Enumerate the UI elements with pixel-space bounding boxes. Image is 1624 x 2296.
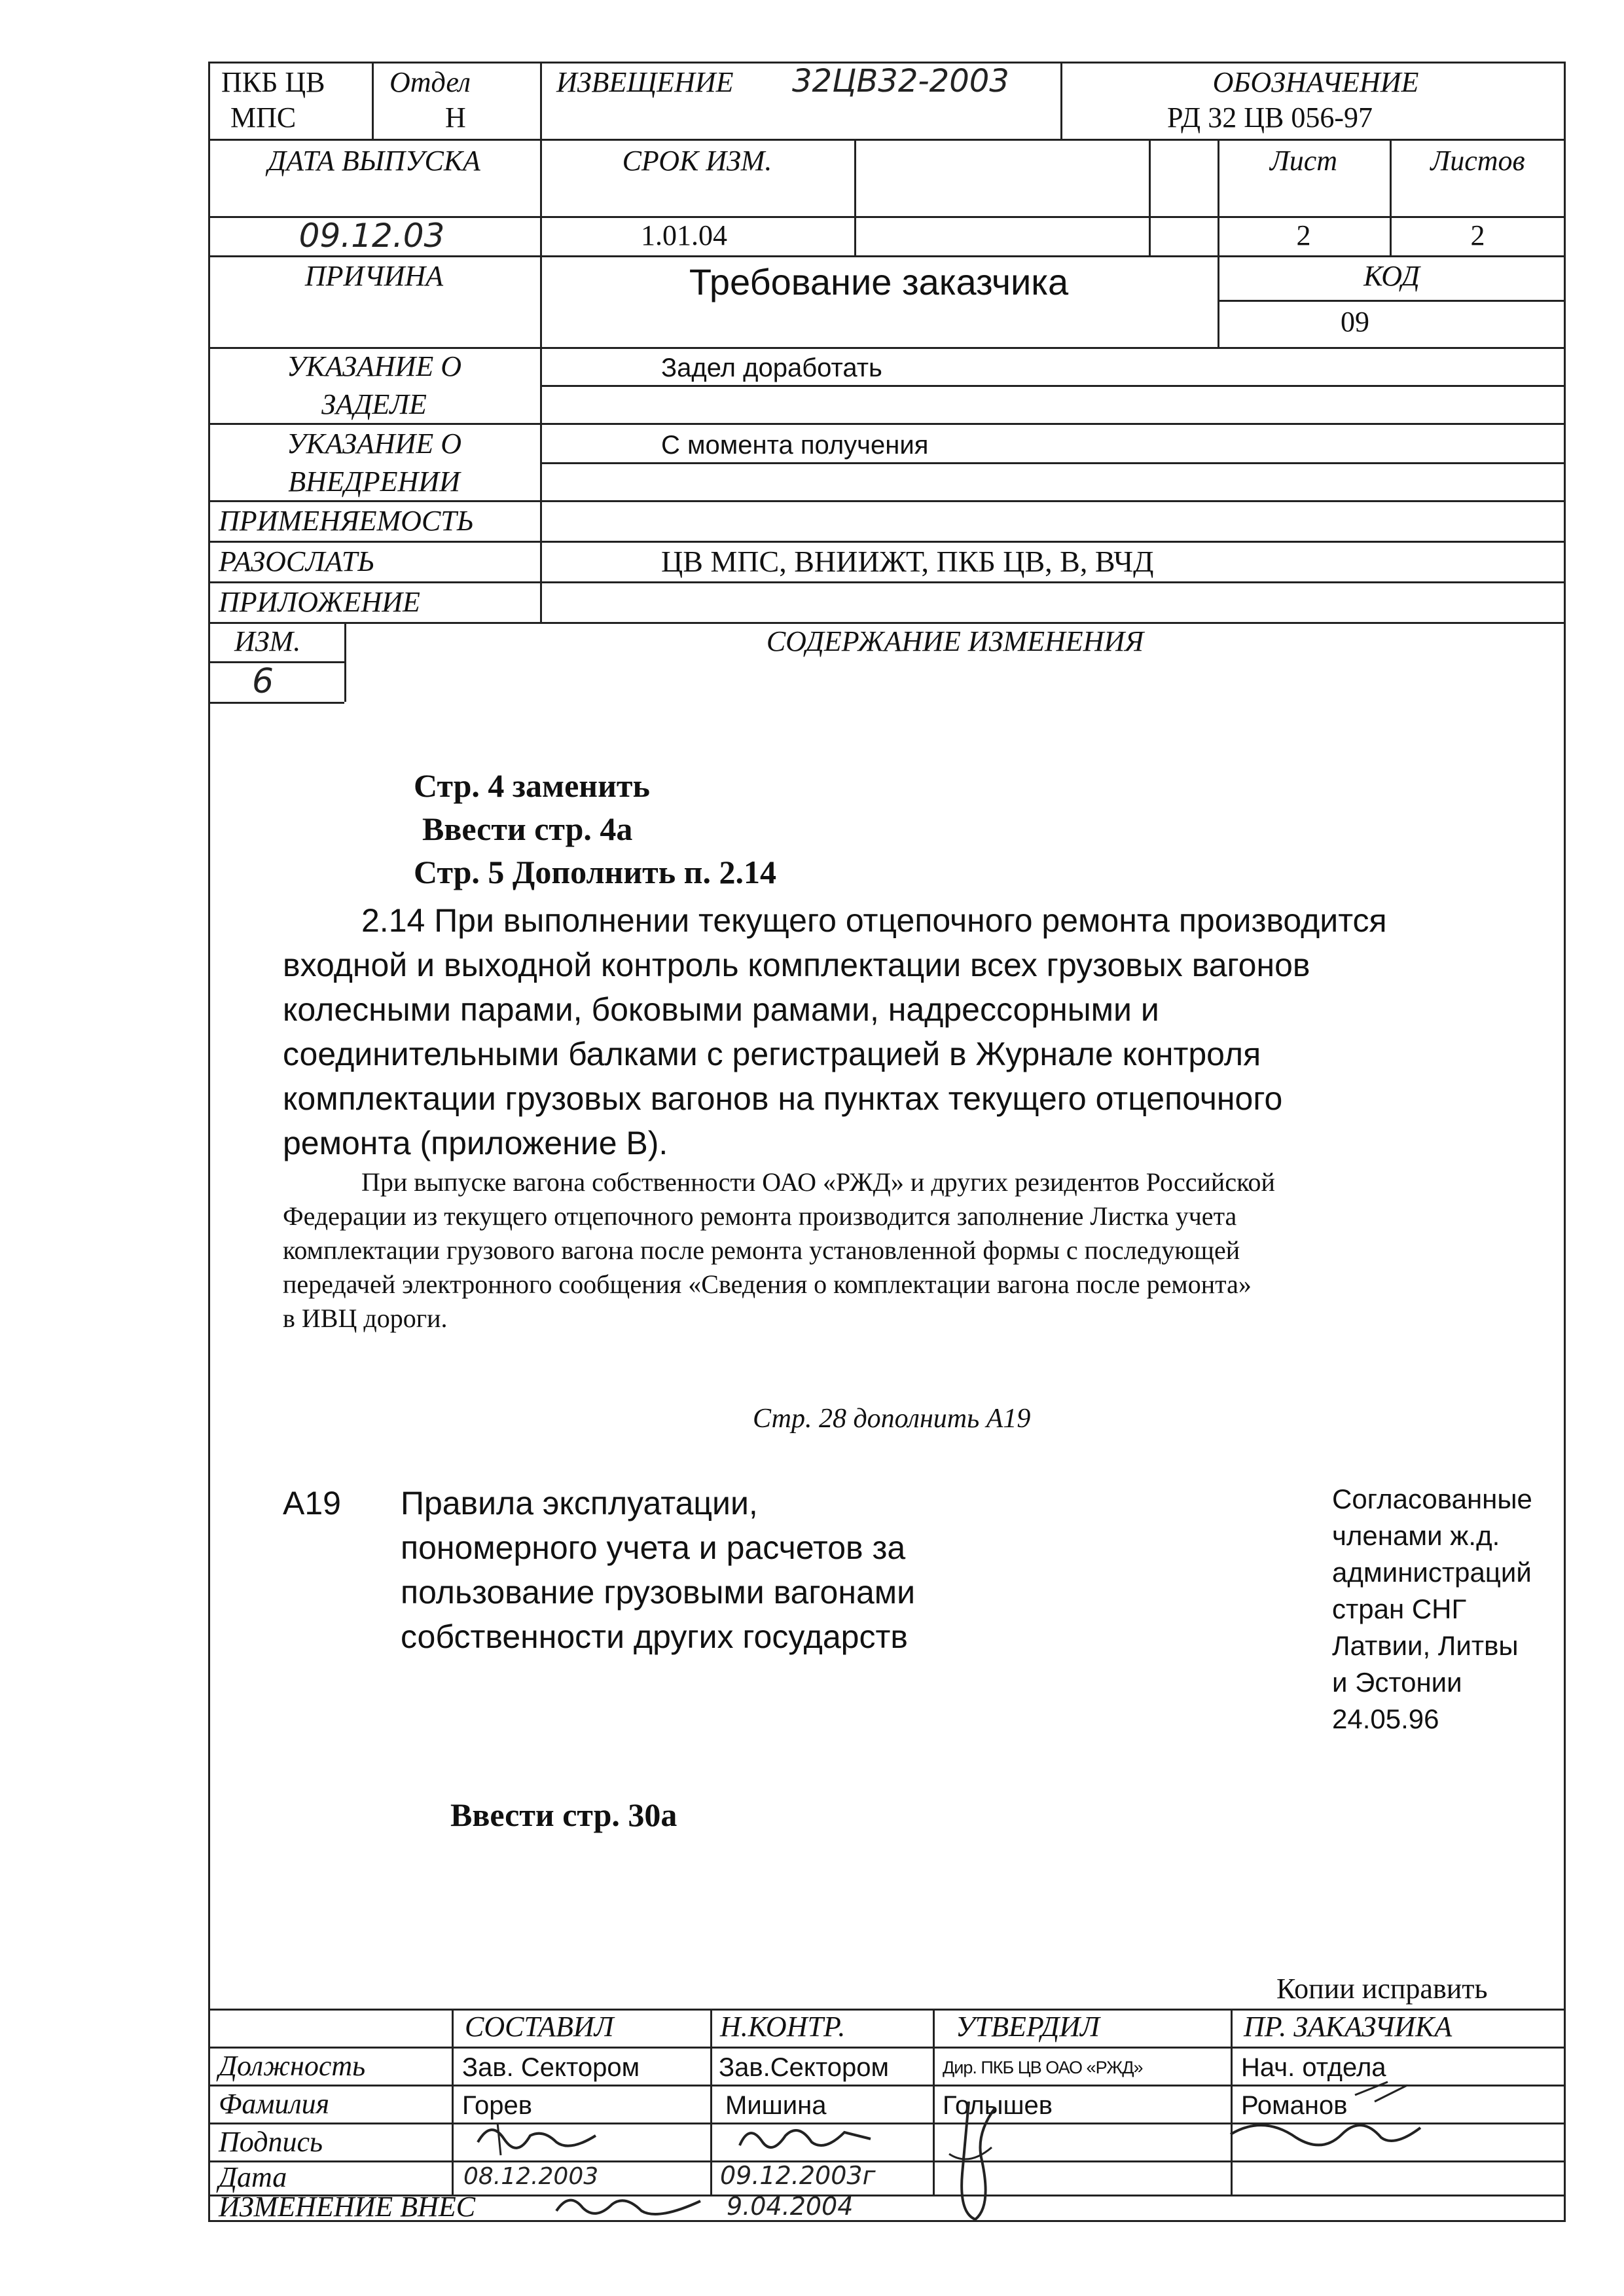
sheets-label: Листов (1430, 145, 1525, 177)
rule (854, 139, 856, 255)
backlog-label: УКАЗАНИЕ О (287, 350, 461, 382)
issue-date-label: ДАТА ВЫПУСКА (268, 145, 480, 177)
sheets-value: 2 (1470, 219, 1485, 251)
paragraph-line: ремонта (приложение В). (283, 1125, 668, 1161)
rule (208, 702, 344, 704)
a19-code: А19 (283, 1485, 341, 1522)
paragraph-line: колесными парами, боковыми рамами, надрессорными и (283, 991, 1159, 1028)
rule (208, 255, 1566, 257)
instruction-replace-p4: Стр. 4 заменить (414, 767, 650, 804)
a19-title-line: пользование грузовыми вагонами (401, 1574, 916, 1611)
code-value: 09 (1341, 306, 1369, 338)
implement-label-2: ВНЕДРЕНИИ (288, 465, 460, 498)
rule (208, 541, 1566, 543)
row-signature: Подпись (219, 2126, 323, 2158)
a19-agreed-line: 24.05.96 (1332, 1704, 1439, 1734)
backlog-label-2: ЗАДЕЛЕ (321, 388, 427, 420)
paragraph-line: комплектации грузовых вагонов на пунктах текущего отцепочного (283, 1080, 1283, 1117)
change-term-label: СРОК ИЗМ. (622, 145, 772, 177)
designation-value: РД 32 ЦВ 056-97 (1167, 101, 1373, 134)
change-term-value: 1.01.04 (641, 219, 727, 251)
appendix-label: ПРИЛОЖЕНИЕ (219, 586, 420, 618)
a19-agreed-line: Согласованные (1332, 1484, 1532, 1514)
a19-title (401, 1481, 915, 1659)
notice-number: 32ЦВ32-2003 (792, 63, 1009, 100)
col-compiled: СОСТАВИЛ (465, 2011, 614, 2043)
surname-customer: Романов (1241, 2091, 1348, 2120)
sheet-value: 2 (1296, 219, 1311, 251)
a19-agreed-line: членами ж.д. (1332, 1520, 1500, 1551)
dept-label: Отдел (389, 66, 471, 98)
copies-note: Копии исправить (1276, 1973, 1488, 2005)
page28-note: Стр. 28 дополнить А19 (753, 1404, 1031, 1434)
rule (372, 62, 374, 139)
a19-agreed-line: стран СНГ (1332, 1594, 1467, 1624)
signature-change-made (550, 2188, 707, 2225)
reason-label: ПРИЧИНА (304, 260, 444, 292)
paragraph-release (283, 1165, 1275, 1336)
paragraph-line: Федерации из текущего отцепочного ремонта производится заполнение Листка учета (283, 1201, 1237, 1231)
content-label: СОДЕРЖАНИЕ ИЗМЕНЕНИЯ (766, 625, 1144, 657)
designation-label: ОБОЗНАЧЕНИЕ (1212, 66, 1419, 98)
row-position: Должность (219, 2050, 366, 2082)
a19-agreed-line: Латвии, Литвы (1332, 1630, 1519, 1661)
position-approved: Дир. ПКБ ЦВ ОАО «РЖД» (943, 2058, 1143, 2077)
paragraph-2-14 (283, 898, 1387, 1165)
date-norm: 09.12.2003г (720, 2161, 876, 2190)
a19-title-line: собственности других государств (401, 1618, 908, 1655)
signature-customer (1224, 2075, 1434, 2167)
position-norm: Зав.Сектором (719, 2053, 889, 2082)
change-made-date: 9.04.2004 (727, 2192, 854, 2221)
col-approved: УТВЕРДИЛ (956, 2011, 1100, 2043)
change-value: 6 (252, 662, 274, 701)
col-norm-control: Н.КОНТР. (720, 2011, 846, 2043)
rule (1218, 300, 1566, 302)
reason-value: Требование заказчика (689, 261, 1069, 302)
rule (1149, 139, 1151, 255)
code-label: КОД (1363, 260, 1420, 292)
instruction-insert-p4a: Ввести стр. 4а (422, 811, 633, 847)
org-name-2: МПС (230, 101, 297, 134)
sheet-label: Лист (1269, 145, 1338, 177)
applicability-label: ПРИМЕНЯЕМОСТЬ (219, 505, 474, 537)
paragraph-line: соединительными балками с регистрацией в Журнале контроля (283, 1036, 1261, 1072)
date-compiled: 08.12.2003 (463, 2163, 599, 2190)
distribute-label: РАЗОСЛАТЬ (219, 545, 375, 577)
row-surname: Фамилия (219, 2088, 330, 2120)
rule (452, 2009, 454, 2195)
a19-title-line: Правила эксплуатации, (401, 1485, 758, 1522)
position-compiled: Зав. Сектором (462, 2053, 640, 2082)
rule (208, 661, 344, 663)
paragraph-line: При выпуске вагона собственности ОАО «РЖД» и других резидентов Российской (361, 1167, 1275, 1197)
rule (208, 423, 1566, 425)
surname-norm: Мишина (725, 2091, 827, 2120)
paragraph-line: в ИВЦ дороги. (283, 1303, 448, 1333)
notice-label: ИЗВЕЩЕНИЕ (556, 66, 734, 98)
distribute-value: ЦВ МПС, ВНИИЖТ, ПКБ ЦВ, В, ВЧД (661, 545, 1154, 578)
rule (208, 139, 1566, 141)
row-date: Дата (219, 2161, 287, 2193)
implement-label: УКАЗАНИЕ О (287, 428, 461, 460)
a19-agreed (1332, 1481, 1532, 1738)
position-customer: Нач. отдела (1241, 2053, 1386, 2082)
dept-value: Н (445, 101, 466, 134)
col-customer: ПР. ЗАКАЗЧИКА (1244, 2011, 1453, 2043)
instruction-insert-p30a: Ввести стр. 30а (450, 1796, 677, 1833)
signature-norm (733, 2116, 877, 2162)
a19-title-line: пономерного учета и расчетов за (401, 1529, 906, 1566)
paragraph-line: передачей электронного сообщения «Сведения о комплектации вагона после ремонта» (283, 1269, 1252, 1299)
implement-value: С момента получения (661, 431, 929, 460)
surname-compiled: Горев (462, 2091, 532, 2120)
a19-agreed-line: и Эстонии (1332, 1667, 1462, 1698)
surname-approved: Голышев (943, 2091, 1053, 2120)
rule (208, 500, 1566, 502)
signature-compiled (471, 2116, 602, 2162)
backlog-value: Задел доработать (661, 354, 882, 382)
rule (208, 2047, 1566, 2049)
change-made-label: ИЗМЕНЕНИЕ ВНЕС (219, 2191, 476, 2223)
paragraph-line: 2.14 При выполнении текущего отцепочного ремонта производится (361, 902, 1387, 939)
signature-approved (929, 2095, 1008, 2226)
paragraph-line: комплектации грузового вагона после ремонта установленной формы с последующей (283, 1235, 1240, 1265)
paragraph-line: входной и выходной контроль комплектации всех грузовых вагонов (283, 947, 1310, 983)
a19-agreed-line: администраций (1332, 1557, 1532, 1588)
org-name: ПКБ ЦВ (221, 66, 325, 98)
rule (208, 581, 1566, 583)
issue-date-value: 09.12.03 (298, 217, 445, 255)
rule (1060, 62, 1062, 139)
rule (710, 2009, 712, 2195)
instruction-add-2-14: Стр. 5 Дополнить п. 2.14 (414, 854, 776, 890)
change-label: ИЗМ. (234, 625, 301, 657)
